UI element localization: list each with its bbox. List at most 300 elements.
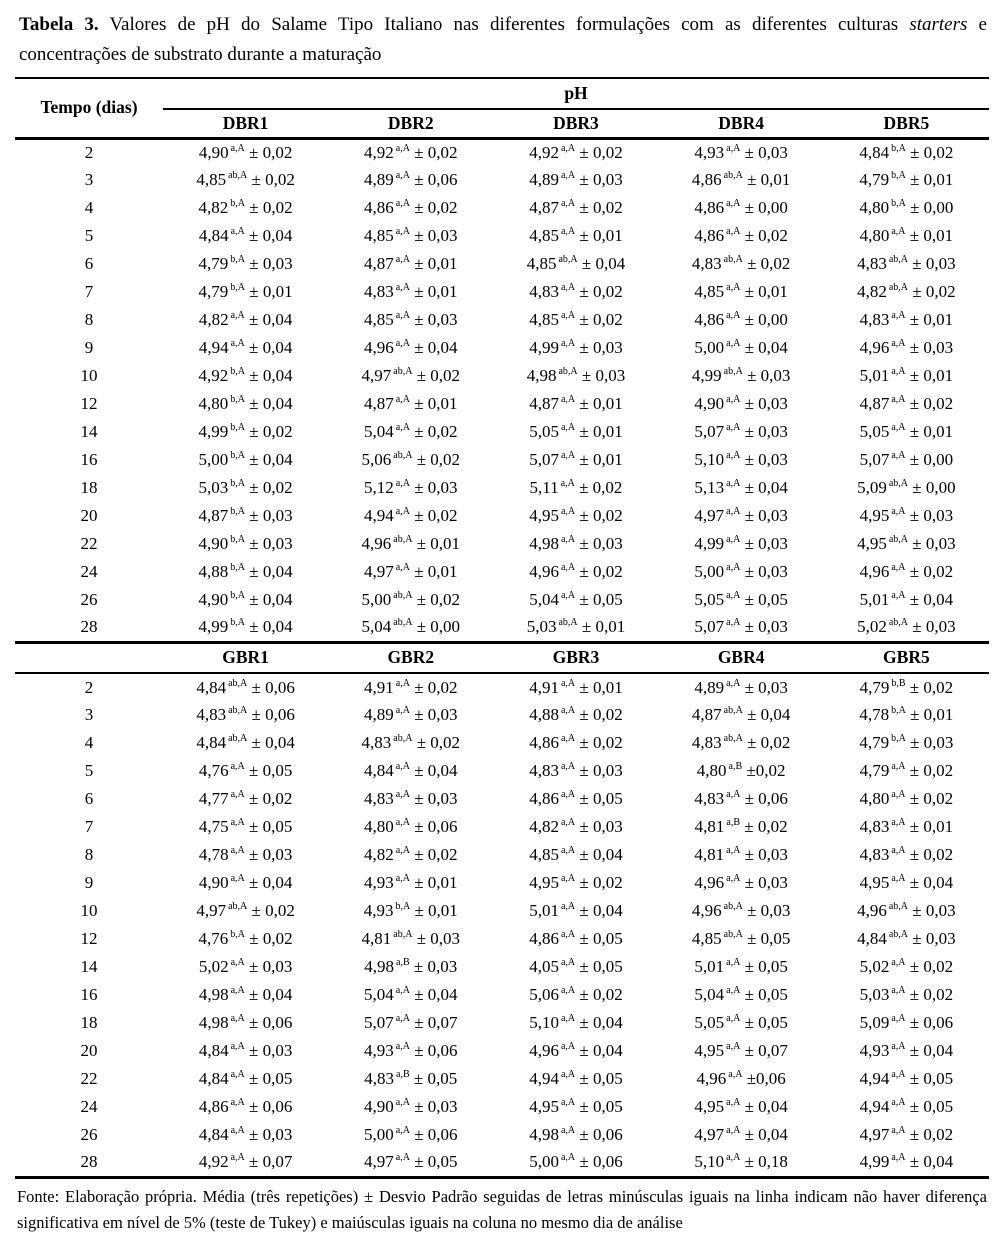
significance-superscript: a,A	[726, 873, 741, 885]
significance-superscript: b,A	[230, 478, 246, 490]
table-row	[15, 673, 989, 701]
table-footnote: Fonte: Elaboração própria. Média (três repetições) ± Desvio Padrão seguidas de letras minúsculas iguais na linha indicam não haver diferença significativa em nível de 5% (teste de Tukey) e maiúsculas iguais na coluna no mesmo dia de análise	[17, 1186, 987, 1233]
ph-value-cell: 4,90 $^{b,A}$ ± 0,04	[198, 590, 293, 610]
significance-superscript: a,A	[560, 226, 576, 238]
caption-label: Tabela 3.	[19, 14, 99, 35]
significance-superscript: a,A	[560, 422, 576, 434]
day-cell: 12	[80, 929, 98, 949]
day-cell: 12	[80, 394, 98, 414]
ph-value-cell: 4,97 $^{ab,A}$ ± 0,02	[361, 366, 461, 386]
ph-value-cell: 5,07 $^{a,A}$ ± 0,00	[859, 450, 954, 470]
ph-value-cell: 4,96 $^{a,A}$ ± 0,04	[529, 1041, 623, 1061]
ph-value-cell: 4,99 $^{a,A}$ ± 0,03	[694, 534, 788, 554]
significance-superscript: a,A	[726, 1097, 741, 1109]
significance-superscript: a,A	[891, 450, 906, 462]
ph-value-cell: 4,79 $^{b,A}$ ± 0,03	[859, 733, 954, 753]
significance-superscript: a,A	[726, 985, 741, 997]
significance-superscript: a,A	[726, 394, 741, 406]
day-cell: 16	[80, 450, 98, 470]
table-row	[15, 502, 989, 530]
table-row	[15, 981, 989, 1009]
ph-value-cell: 5,01 $^{a,A}$ ± 0,05	[694, 957, 788, 977]
significance-superscript: a,A	[891, 1152, 906, 1164]
ph-value-cell: 4,97 $^{a,A}$ ± 0,01	[364, 562, 458, 582]
ph-value-cell: 5,12 $^{a,A}$ ± 0,03	[364, 478, 458, 498]
significance-superscript: a,A	[395, 1125, 410, 1137]
table-row	[15, 558, 989, 586]
day-cell: 2	[84, 142, 94, 162]
ph-value-cell: 4,92 $^{b,A}$ ± 0,04	[198, 366, 293, 386]
significance-superscript: a,A	[726, 1013, 741, 1025]
ph-value-cell: 4,96 $^{a,A}$ ± 0,02	[859, 562, 954, 582]
ph-value-cell: 5,02 $^{ab,A}$ ± 0,03	[857, 617, 956, 637]
ph-value-cell: 4,86 $^{a,A}$ ± 0,05	[529, 929, 623, 949]
significance-superscript: ab,A	[393, 590, 413, 602]
ph-value-cell: 4,86 $^{a,A}$ ± 0,05	[529, 789, 623, 809]
ph-value-cell: 5,05 $^{a,A}$ ± 0,05	[694, 1013, 788, 1033]
significance-superscript: b,A	[230, 254, 246, 266]
ph-value-cell: 4,86 $^{a,A}$ ± 0,02	[529, 733, 623, 753]
ph-value-cell: 4,83 $^{a,A}$ ± 0,03	[364, 789, 458, 809]
significance-superscript: a,A	[230, 338, 245, 350]
ph-value-cell: 4,76 $^{a,A}$ ± 0,05	[198, 761, 293, 781]
ph-value-cell: 5,00 $^{a,A}$ ± 0,04	[694, 338, 788, 358]
significance-superscript: a,A	[726, 282, 741, 294]
table-row	[15, 362, 989, 390]
significance-superscript: ab,A	[393, 617, 413, 629]
ph-value-cell: 5,09 $^{ab,A}$ ± 0,00	[857, 478, 956, 498]
significance-superscript: a,A	[230, 226, 245, 238]
significance-superscript: b,A	[230, 617, 246, 629]
significance-superscript: a,A	[395, 338, 410, 350]
tempo-dias-header: Tempo (dias)	[40, 97, 138, 118]
significance-superscript: a,B	[726, 817, 741, 829]
day-cell: 8	[84, 845, 94, 865]
ph-value-cell: 4,86 $^{a,A}$ ± 0,02	[364, 198, 458, 218]
ph-value-cell: 4,84 $^{a,A}$ ± 0,03	[198, 1125, 293, 1145]
significance-superscript: a,A	[560, 198, 576, 210]
ph-value-cell: 4,91 $^{a,A}$ ± 0,02	[364, 677, 458, 697]
significance-superscript: a,A	[891, 562, 906, 574]
day-cell: 22	[80, 1069, 98, 1089]
day-cell: 18	[80, 478, 98, 498]
ph-value-cell: 4,83 $^{a,A}$ ± 0,02	[859, 845, 954, 865]
column-header-dbr5: DBR5	[883, 112, 930, 133]
ph-value-cell: 4,97 $^{a,A}$ ± 0,05	[364, 1152, 458, 1172]
ph-value-cell: 4,88 $^{a,A}$ ± 0,02	[529, 705, 623, 725]
day-cell: 26	[80, 1125, 98, 1145]
ph-value-cell: 4,80 $^{b,A}$ ± 0,00	[859, 198, 954, 218]
day-cell: 9	[84, 873, 94, 893]
ph-value-cell: 4,93 $^{a,A}$ ± 0,01	[364, 873, 458, 893]
significance-superscript: a,A	[560, 450, 576, 462]
significance-superscript: a,A	[395, 506, 410, 518]
ph-value-cell: 4,80 $^{a,A}$ ± 0,01	[859, 226, 954, 246]
ph-value-cell: 4,83 $^{a,A}$ ± 0,03	[529, 761, 623, 781]
significance-superscript: ab,A	[888, 478, 909, 490]
ph-value-cell: 4,85 $^{ab,A}$ ± 0,04	[526, 254, 626, 274]
significance-superscript: ab,A	[558, 366, 578, 378]
significance-superscript: a,A	[395, 705, 410, 717]
day-cell: 28	[80, 1152, 98, 1172]
group-header-row	[15, 642, 989, 673]
ph-value-cell: 4,85 $^{ab,A}$ ± 0,02	[196, 170, 295, 190]
significance-superscript: b,A	[230, 590, 246, 602]
table-row	[15, 953, 989, 981]
ph-value-cell: 4,96 $^{a,A}$ ± 0,03	[694, 873, 788, 893]
ph-value-cell: 4,98 $^{a,A}$ ± 0,06	[529, 1125, 623, 1145]
ph-value-cell: 4,98 $^{a,B}$ ± 0,03	[364, 957, 458, 977]
day-cell: 5	[84, 761, 94, 781]
significance-superscript: a,A	[395, 789, 410, 801]
significance-superscript: a,A	[891, 985, 906, 997]
significance-superscript: a,A	[560, 985, 576, 997]
significance-superscript: a,A	[891, 394, 906, 406]
ph-value-cell: 5,01 $^{a,A}$ ± 0,04	[859, 590, 954, 610]
table-row	[15, 586, 989, 614]
significance-superscript: a,A	[560, 845, 576, 857]
table-row	[15, 1093, 989, 1121]
ph-value-cell: 4,83 $^{ab,A}$ ± 0,02	[691, 254, 791, 274]
significance-superscript: a,A	[560, 534, 576, 546]
ph-value-cell: 4,76 $^{b,A}$ ± 0,02	[198, 929, 293, 949]
ph-value-cell: 4,99 $^{a,A}$ ± 0,03	[529, 338, 623, 358]
significance-superscript: ab,A	[393, 733, 413, 745]
significance-superscript: a,A	[560, 1069, 576, 1081]
column-header-dbr1: DBR1	[222, 112, 269, 133]
significance-superscript: a,A	[560, 817, 576, 829]
ph-value-cell: 4,98 $^{a,A}$ ± 0,04	[198, 985, 293, 1005]
significance-superscript: a,A	[395, 198, 410, 210]
significance-superscript: ab,A	[723, 733, 743, 745]
significance-superscript: a,A	[395, 478, 410, 490]
significance-superscript: a,A	[560, 478, 575, 490]
table-row	[15, 729, 989, 757]
significance-superscript: a,A	[726, 562, 741, 574]
ph-value-cell: 5,07 $^{a,A}$ ± 0,01	[529, 450, 623, 470]
significance-superscript: a,A	[560, 957, 576, 969]
ph-value-cell: 4,87 $^{ab,A}$ ± 0,04	[691, 705, 791, 725]
day-cell: 10	[80, 366, 98, 386]
significance-superscript: b,A	[891, 170, 906, 182]
significance-superscript: a,A	[726, 450, 741, 462]
significance-superscript: ab,A	[888, 617, 909, 629]
significance-superscript: a,A	[891, 422, 906, 434]
ph-value-cell: 4,95 $^{a,A}$ ± 0,04	[859, 873, 954, 893]
significance-superscript: a,A	[230, 142, 245, 154]
significance-superscript: a,A	[560, 1152, 576, 1164]
ph-value-cell: 4,85 $^{a,A}$ ± 0,01	[694, 282, 788, 302]
day-cell: 6	[84, 254, 94, 274]
table-row	[15, 390, 989, 418]
column-header-gbr5: GBR5	[824, 642, 989, 673]
ph-value-cell: 4,77 $^{a,A}$ ± 0,02	[198, 789, 293, 809]
ph-value-cell: 4,81 $^{ab,A}$ ± 0,03	[361, 929, 461, 949]
table-row	[15, 166, 989, 194]
significance-superscript: a,A	[726, 617, 741, 629]
ph-value-cell: 4,82 $^{a,A}$ ± 0,04	[198, 310, 293, 330]
significance-superscript: a,A	[891, 590, 906, 602]
significance-superscript: a,A	[560, 1097, 576, 1109]
significance-superscript: b,A	[230, 422, 246, 434]
ph-value-cell: 4,95 $^{a,A}$ ± 0,05	[529, 1097, 623, 1117]
ph-value-cell: 4,82 $^{a,A}$ ± 0,03	[529, 817, 623, 837]
table-row	[15, 446, 989, 474]
ph-value-cell: 4,83 $^{ab,A}$ ± 0,02	[361, 733, 461, 753]
ph-value-cell: 4,80 $^{a,A}$ ± 0,06	[364, 817, 458, 837]
significance-superscript: a,A	[726, 1041, 741, 1053]
ph-value-cell: 4,84 $^{a,A}$ ± 0,05	[198, 1069, 293, 1089]
ph-value-cell: 4,79 $^{a,A}$ ± 0,02	[859, 761, 954, 781]
ph-value-cell: 5,10 $^{a,A}$ ± 0,03	[694, 450, 788, 470]
significance-superscript: a,A	[230, 761, 245, 773]
table-row	[15, 278, 989, 306]
ph-value-cell: 4,95 $^{a,A}$ ± 0,02	[529, 506, 623, 526]
significance-superscript: a,A	[560, 142, 576, 154]
significance-superscript: ab,A	[888, 901, 909, 913]
significance-superscript: a,A	[560, 394, 576, 406]
table-row	[15, 897, 989, 925]
significance-superscript: a,A	[891, 1013, 906, 1025]
ph-value-cell: 4,80 $^{b,A}$ ± 0,04	[198, 394, 293, 414]
significance-superscript: a,A	[560, 338, 576, 350]
significance-superscript: ab,A	[393, 366, 413, 378]
significance-superscript: b,A	[230, 198, 246, 210]
significance-superscript: ab,A	[393, 534, 413, 546]
significance-superscript: a,A	[726, 226, 741, 238]
ph-value-cell: 5,01 $^{a,A}$ ± 0,01	[859, 366, 954, 386]
ph-value-cell: 4,94 $^{a,A}$ ± 0,05	[859, 1097, 954, 1117]
ph-value-cell: 4,96 $^{a,A}$ ± 0,04	[364, 338, 458, 358]
ph-value-cell: 4,92 $^{a,A}$ ± 0,07	[198, 1152, 293, 1172]
significance-superscript: b,A	[230, 929, 246, 941]
significance-superscript: a,A	[230, 1041, 245, 1053]
column-header-dbr2: DBR2	[387, 112, 434, 133]
ph-value-cell: 4,87 $^{a,A}$ ± 0,02	[859, 394, 954, 414]
ph-value-cell: 5,03 $^{ab,A}$ ± 0,01	[526, 617, 626, 637]
significance-superscript: ab,A	[888, 282, 909, 294]
significance-superscript: a,A	[726, 590, 741, 602]
significance-superscript: a,A	[891, 761, 906, 773]
table-row	[15, 1037, 989, 1065]
column-header-gbr2: GBR2	[328, 642, 493, 673]
significance-superscript: a,A	[891, 366, 906, 378]
table-row	[15, 1121, 989, 1149]
significance-superscript: a,A	[560, 1013, 576, 1025]
ph-value-cell: 4,97 $^{ab,A}$ ± 0,02	[196, 901, 295, 921]
significance-superscript: a,A	[726, 845, 741, 857]
significance-superscript: a,A	[560, 1125, 576, 1137]
significance-superscript: a,A	[395, 1041, 410, 1053]
table-head	[15, 78, 989, 138]
table-row	[15, 1065, 989, 1093]
significance-superscript: a,A	[891, 506, 906, 518]
table-caption	[15, 8, 989, 77]
ph-value-cell: 4,86 $^{a,A}$ ± 0,00	[694, 198, 788, 218]
ph-value-cell: 4,99 $^{a,A}$ ± 0,04	[859, 1152, 954, 1172]
ph-value-cell: 4,96 $^{ab,A}$ ± 0,03	[857, 901, 956, 921]
significance-superscript: a,A	[230, 985, 245, 997]
significance-superscript: a,A	[560, 562, 576, 574]
ph-header: pH	[163, 78, 989, 109]
ph-value-cell: 4,95 $^{a,A}$ ± 0,07	[694, 1041, 788, 1061]
significance-superscript: a,A	[560, 506, 576, 518]
ph-value-cell: 4,80 $^{a,B}$ ±0,02	[696, 761, 786, 781]
ph-value-cell: 4,78 $^{b,A}$ ± 0,01	[859, 705, 954, 725]
table-row	[15, 1009, 989, 1037]
ph-value-cell: 4,78 $^{a,A}$ ± 0,03	[198, 845, 293, 865]
day-cell: 24	[80, 1097, 98, 1117]
ph-value-cell: 4,97 $^{a,A}$ ± 0,04	[694, 1125, 788, 1145]
day-cell: 3	[84, 705, 94, 725]
day-cell: 16	[80, 985, 98, 1005]
ph-value-cell: 4,83 $^{a,A}$ ± 0,06	[694, 789, 788, 809]
ph-value-cell: 4,93 $^{a,A}$ ± 0,03	[694, 142, 788, 162]
ph-value-cell: 4,84 $^{a,A}$ ± 0,04	[364, 761, 458, 781]
ph-value-cell: 5,00 $^{a,A}$ ± 0,06	[529, 1152, 623, 1172]
significance-superscript: a,A	[395, 254, 410, 266]
ph-value-cell: 5,04 $^{a,A}$ ± 0,02	[364, 422, 458, 442]
significance-superscript: a,A	[726, 534, 741, 546]
table-row	[15, 530, 989, 558]
ph-value-cell: 5,05 $^{a,A}$ ± 0,01	[529, 422, 623, 442]
ph-value-cell: 4,97 $^{a,A}$ ± 0,03	[694, 506, 788, 526]
significance-superscript: a,A	[395, 310, 410, 322]
significance-superscript: a,A	[726, 677, 741, 689]
significance-superscript: b,B	[891, 677, 906, 689]
ph-value-cell: 4,85 $^{ab,A}$ ± 0,05	[691, 929, 791, 949]
significance-superscript: ab,A	[888, 929, 909, 941]
day-cell: 14	[80, 422, 98, 442]
ph-value-cell: 4,84 $^{a,A}$ ± 0,04	[198, 226, 293, 246]
ph-value-cell: 5,06 $^{ab,A}$ ± 0,02	[361, 450, 461, 470]
ph-value-cell: 4,89 $^{a,A}$ ± 0,06	[364, 170, 458, 190]
significance-superscript: a,A	[560, 761, 576, 773]
table-row	[15, 306, 989, 334]
significance-superscript: a,A	[395, 170, 410, 182]
ph-value-cell: 5,03 $^{b,A}$ ± 0,02	[198, 478, 293, 498]
significance-superscript: a,A	[395, 1013, 410, 1025]
significance-superscript: a,A	[726, 789, 741, 801]
significance-superscript: a,A	[395, 817, 410, 829]
ph-value-cell: 5,00 $^{a,A}$ ± 0,06	[364, 1125, 458, 1145]
ph-value-cell: 5,04 $^{a,A}$ ± 0,05	[694, 985, 788, 1005]
significance-superscript: ab,A	[393, 929, 413, 941]
table-row	[15, 474, 989, 502]
significance-superscript: ab,A	[723, 705, 743, 717]
ph-value-cell: 4,85 $^{a,A}$ ± 0,01	[529, 226, 623, 246]
ph-value-cell: 4,90 $^{a,A}$ ± 0,03	[364, 1097, 458, 1117]
day-cell: 24	[80, 562, 98, 582]
significance-superscript: a,A	[891, 845, 906, 857]
significance-superscript: a,A	[230, 1069, 245, 1081]
day-cell: 6	[84, 789, 94, 809]
table-row	[15, 841, 989, 869]
ph-value-cell: 4,83 $^{ab,A}$ ± 0,02	[691, 733, 791, 753]
ph-value-cell: 4,86 $^{ab,A}$ ± 0,01	[691, 170, 791, 190]
ph-value-cell: 4,94 $^{a,A}$ ± 0,05	[529, 1069, 623, 1089]
table-row	[15, 701, 989, 729]
significance-superscript: a,A	[395, 282, 410, 294]
ph-value-cell: 4,85 $^{a,A}$ ± 0,02	[529, 310, 623, 330]
caption-text-1: Valores de pH do Salame Tipo Italiano nas diferentes formulações com as diferentes culturas	[109, 14, 899, 35]
ph-value-cell: 4,96 $^{ab,A}$ ± 0,01	[361, 534, 461, 554]
ph-value-cell: 4,94 $^{a,A}$ ± 0,05	[859, 1069, 954, 1089]
significance-superscript: a,A	[395, 422, 410, 434]
ph-value-cell: 4,83 $^{ab,A}$ ± 0,06	[196, 705, 295, 725]
ph-value-cell: 4,94 $^{a,A}$ ± 0,02	[364, 506, 458, 526]
significance-superscript: ab,A	[393, 450, 413, 462]
significance-superscript: a,A	[560, 929, 576, 941]
ph-table	[15, 77, 989, 1179]
significance-superscript: b,A	[230, 534, 246, 546]
day-cell: 7	[84, 817, 94, 837]
ph-value-cell: 4,79 $^{b,A}$ ± 0,01	[859, 170, 954, 190]
day-cell: 3	[84, 170, 94, 190]
column-header-gbr4: GBR4	[659, 642, 824, 673]
ph-value-cell: 4,95 $^{a,A}$ ± 0,02	[529, 873, 623, 893]
day-cell: 4	[84, 733, 94, 753]
significance-superscript: a,A	[726, 310, 741, 322]
ph-value-cell: 4,81 $^{a,A}$ ± 0,03	[694, 845, 788, 865]
ph-value-cell: 4,82 $^{b,A}$ ± 0,02	[198, 198, 293, 218]
ph-value-cell: 4,97 $^{a,A}$ ± 0,02	[859, 1125, 954, 1145]
ph-value-cell: 5,05 $^{a,A}$ ± 0,05	[694, 590, 788, 610]
significance-superscript: a,A	[891, 1125, 906, 1137]
significance-superscript: a,A	[395, 845, 410, 857]
significance-superscript: a,A	[728, 1069, 743, 1081]
ph-value-cell: 4,93 $^{a,A}$ ± 0,04	[859, 1041, 954, 1061]
ph-value-cell: 4,91 $^{a,A}$ ± 0,01	[529, 677, 623, 697]
significance-superscript: a,A	[891, 1069, 906, 1081]
significance-superscript: a,A	[230, 817, 245, 829]
ph-value-cell: 4,84 $^{ab,A}$ ± 0,03	[857, 929, 956, 949]
column-header-dbr4: DBR4	[718, 112, 764, 133]
significance-superscript: ab,A	[723, 901, 743, 913]
significance-superscript: ab,A	[228, 677, 248, 689]
significance-superscript: a,A	[230, 957, 245, 969]
significance-superscript: ab,A	[723, 929, 743, 941]
ph-value-cell: 4,92 $^{a,A}$ ± 0,02	[529, 142, 623, 162]
significance-superscript: a,A	[395, 1097, 410, 1109]
ph-value-cell: 4,87 $^{a,A}$ ± 0,02	[529, 198, 623, 218]
ph-value-cell: 4,88 $^{b,A}$ ± 0,04	[198, 562, 293, 582]
ph-value-cell: 4,96 $^{a,A}$ ± 0,03	[859, 338, 954, 358]
ph-value-cell: 4,83 $^{a,A}$ ± 0,01	[859, 817, 954, 837]
significance-superscript: a,A	[230, 873, 245, 885]
ph-value-cell: 4,87 $^{a,A}$ ± 0,01	[364, 254, 458, 274]
ph-value-cell: 5,10 $^{a,A}$ ± 0,18	[694, 1152, 788, 1172]
ph-value-cell: 4,86 $^{a,A}$ ± 0,00	[694, 310, 788, 330]
ph-value-cell: 4,79 $^{b,B}$ ± 0,02	[859, 677, 954, 697]
table-row	[15, 138, 989, 166]
ph-value-cell: 4,86 $^{a,A}$ ± 0,02	[694, 226, 788, 246]
ph-value-cell: 4,95 $^{ab,A}$ ± 0,03	[857, 534, 956, 554]
ph-value-cell: 4,99 $^{b,A}$ ± 0,02	[198, 422, 293, 442]
ph-value-cell: 4,98 $^{a,A}$ ± 0,03	[529, 534, 623, 554]
ph-value-cell: 4,87 $^{a,A}$ ± 0,01	[529, 394, 623, 414]
significance-superscript: a,A	[395, 394, 410, 406]
ph-value-cell: 4,89 $^{a,A}$ ± 0,03	[694, 677, 788, 697]
significance-superscript: a,A	[726, 198, 741, 210]
significance-superscript: a,A	[230, 789, 245, 801]
table-row	[15, 334, 989, 362]
significance-superscript: a,A	[230, 1013, 245, 1025]
significance-superscript: a,A	[726, 957, 741, 969]
table-row	[15, 785, 989, 813]
ph-value-cell: 4,83 $^{a,A}$ ± 0,01	[364, 282, 458, 302]
significance-superscript: a,B	[396, 957, 410, 969]
